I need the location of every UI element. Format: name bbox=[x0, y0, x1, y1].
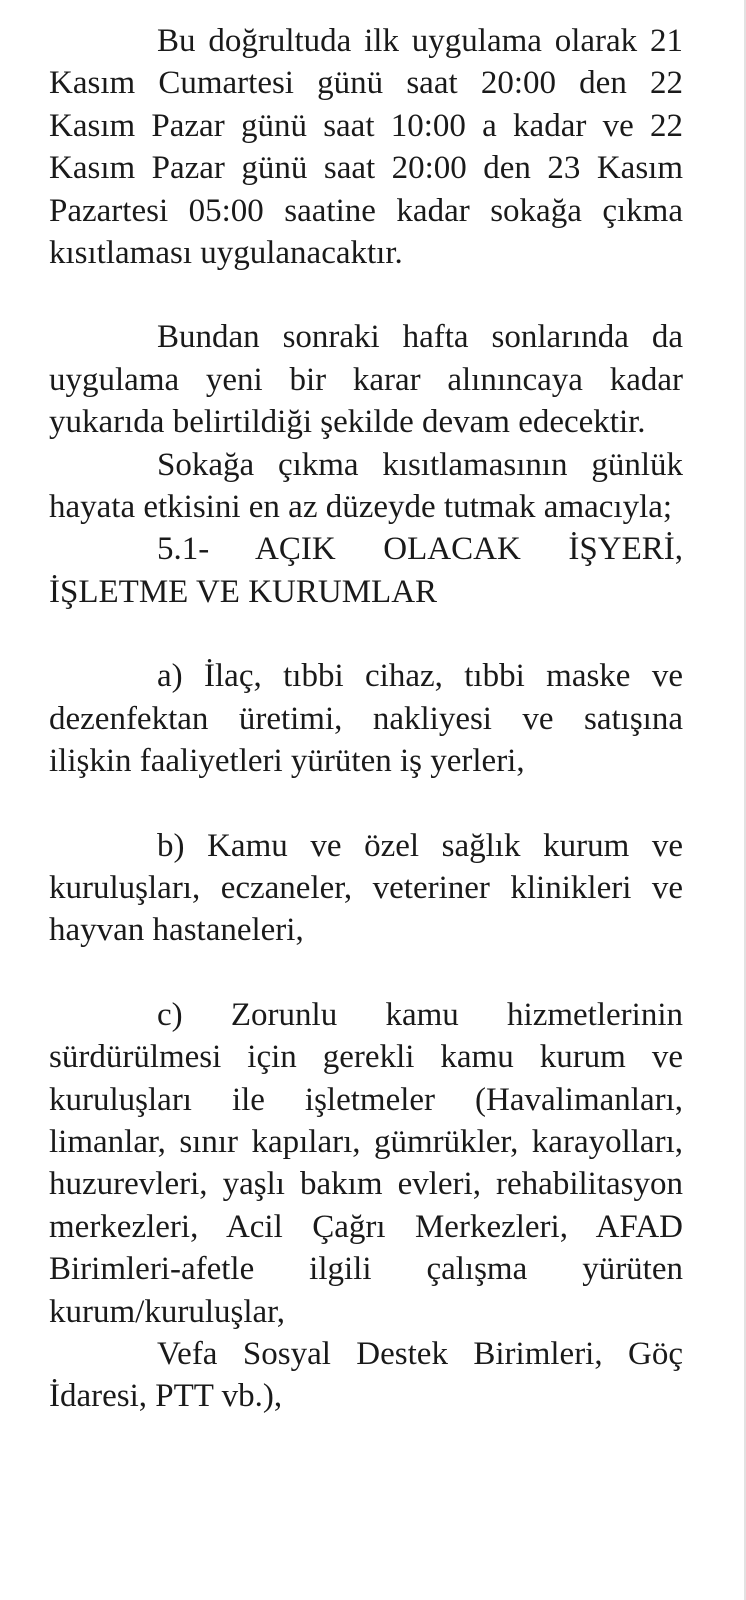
list-item-a: a) İlaç, tıbbi cihaz, tıbbi maske ve dezenfektan üretimi, nakliyesi ve satışına ilişkin faaliyetleri yürüten iş yerleri, bbox=[49, 658, 683, 780]
list-item-b: b) Kamu ve özel sağlık kurum ve kuruluşları, eczaneler, veteriner klinikleri ve hayvan hastaneleri, bbox=[49, 827, 683, 949]
paragraph-weekends: Bundan sonraki hafta sonlarında da uygulama yeni bir karar alınıncaya kadar yukarıda belirtildiği şekilde devam edecektir. bbox=[49, 319, 683, 441]
paragraph-first-application: Bu doğrultuda ilk uygulama olarak 21 Kasım Cumartesi günü saat 20:00 den 22 Kasım Pazar günü saat 10:00 a kadar ve 22 Kasım Pazar günü saat 20:00 den 23 Kasım Pazartesi 05:00 saatine kadar sokağa çıkma kısıtlaması uygulanacaktır. bbox=[49, 23, 683, 272]
list-item-c-continuation: Vefa Sosyal Destek Birimleri, Göç İdaresi, PTT vb.), bbox=[49, 1335, 683, 1415]
section-heading: 5.1- AÇIK OLACAK İŞYERİ, İŞLETME VE KURUMLAR bbox=[49, 531, 683, 610]
list-item-c: c) Zorunlu kamu hizmetlerinin sürdürülmesi için gerekli kamu kurum ve kuruluşları ile işletmeler (Havalimanları, limanlar, sınır kapıları, gümrükler, karayolları, huzurevleri, yaşlı bakım evleri, rehabilitasyon merkezleri, Acil Çağrı Merkezleri, AFAD Birimleri-afetle ilgili çalışma yürüten kurum/kuruluşlar, bbox=[49, 996, 683, 1330]
paragraph-purpose: Sokağa çıkma kısıtlamasının günlük hayata etkisini en az düzeyde tutmak amacıyla; bbox=[49, 446, 683, 526]
document-body bbox=[49, 20, 683, 1418]
